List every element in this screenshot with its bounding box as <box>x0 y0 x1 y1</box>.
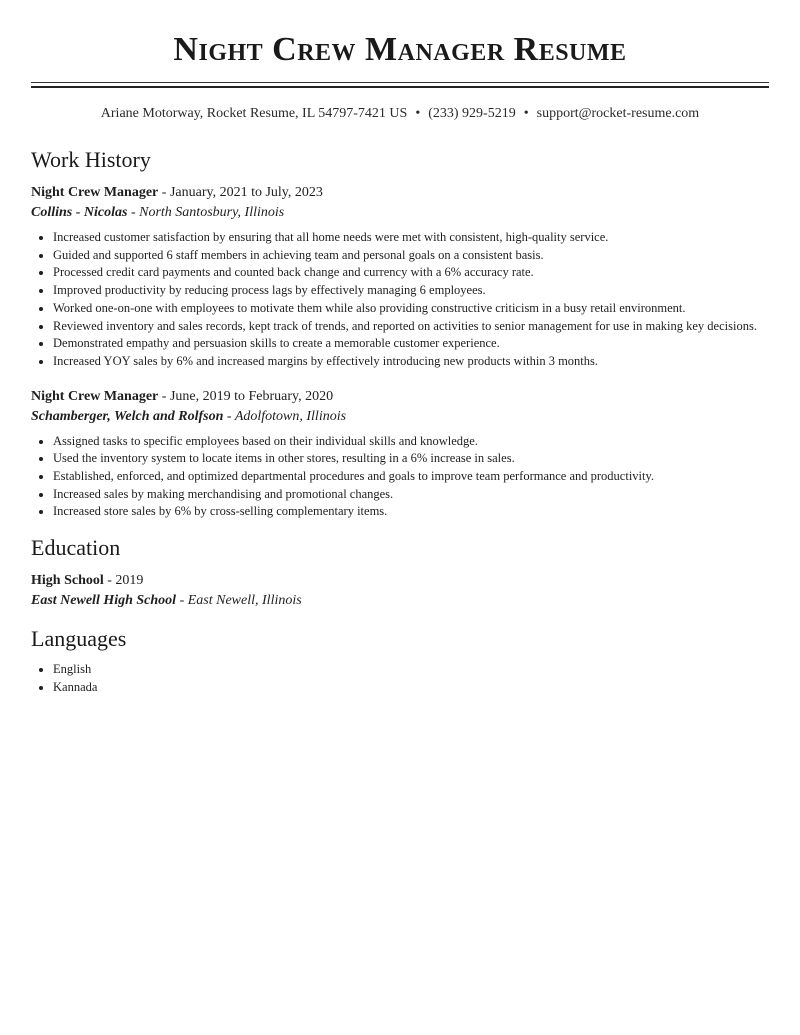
job-dates: - January, 2021 to July, 2023 <box>158 185 323 200</box>
contact-address: Ariane Motorway, Rocket Resume, IL 54797-7421 US <box>100 106 408 121</box>
contact-separator: • <box>415 106 421 121</box>
company-location: - Adolfotown, Illinois <box>223 408 347 424</box>
education-heading: Education <box>31 535 121 561</box>
list-item: • English <box>53 661 769 679</box>
list-item: • Increased store sales by 6% by cross-selling complementary items. <box>53 503 769 521</box>
job-dates: - June, 2019 to February, 2020 <box>158 388 334 404</box>
list-item: • Increased sales by making merchandising and promotional changes. <box>53 486 769 504</box>
school-location: - East Newell, Illinois <box>176 593 302 609</box>
company-location: - North Santosbury, Illinois <box>127 205 285 220</box>
list-item: • Reviewed inventory and sales records, kept track of trends, and reported on activities to senior management for use in making key decisions. <box>53 318 769 336</box>
resume-page <box>31 0 769 697</box>
company-line <box>31 407 769 427</box>
job-bullets <box>31 433 769 522</box>
list-item: • Increased YOY sales by 6% and increased margins by effectively introducing new products within 3 months. <box>53 353 769 371</box>
school-name: East Newell High School <box>31 593 177 609</box>
list-item: • Improved productivity by reducing process lags by effectively managing 6 employees. <box>53 282 769 300</box>
graduation-year: - 2019 <box>103 573 144 589</box>
degree: High School <box>31 573 104 589</box>
contact-separator: • <box>523 106 529 121</box>
list-item: • Processed credit card payments and counted back change and currency with a 6% accuracy rate. <box>53 264 769 282</box>
list-item: • Increased customer satisfaction by ensuring that all home needs were met with consistent, high-quality service. <box>53 229 769 247</box>
list-item: • Demonstrated empathy and persuasion skills to create a memorable customer experience. <box>53 335 769 353</box>
job-title-line <box>31 183 769 203</box>
header-divider-thick <box>31 86 769 88</box>
languages-heading: Languages <box>31 626 127 652</box>
contact-email[interactable]: support@rocket-resume.com <box>536 106 700 121</box>
languages-list <box>31 661 769 696</box>
list-item: • Assigned tasks to specific employees based on their individual skills and knowledge. <box>53 433 769 451</box>
school-line <box>31 591 769 611</box>
contact-line <box>31 106 769 122</box>
list-item: • Established, enforced, and optimized departmental procedures and goals to improve team performance and productivity. <box>53 468 769 486</box>
header-divider-thin <box>31 82 769 83</box>
job-entry <box>31 387 769 522</box>
contact-phone: (233) 929-5219 <box>428 106 516 121</box>
education-entry <box>31 571 769 611</box>
list-item: • Guided and supported 6 staff members in achieving team and personal goals on a consistent basis. <box>53 247 769 265</box>
list-item: • Used the inventory system to locate items in other stores, resulting in a 6% increase in sales. <box>53 450 769 468</box>
list-item: • Worked one-on-one with employees to motivate them while also providing constructive criticism in a busy retail environment. <box>53 300 769 318</box>
list-item: • Kannada <box>53 679 769 697</box>
job-title: Night Crew Manager <box>31 185 159 200</box>
company-name: Schamberger, Welch and Rolfson <box>31 408 224 424</box>
job-title-line <box>31 387 769 407</box>
job-title: Night Crew Manager <box>31 388 159 404</box>
job-bullets <box>31 229 769 371</box>
company-name: Collins - Nicolas <box>31 205 128 220</box>
degree-line <box>31 571 769 591</box>
resume-title: Night Crew Manager Resume <box>173 31 627 68</box>
job-entry <box>31 183 769 371</box>
work-history-heading: Work History <box>31 147 151 172</box>
company-line <box>31 203 769 223</box>
